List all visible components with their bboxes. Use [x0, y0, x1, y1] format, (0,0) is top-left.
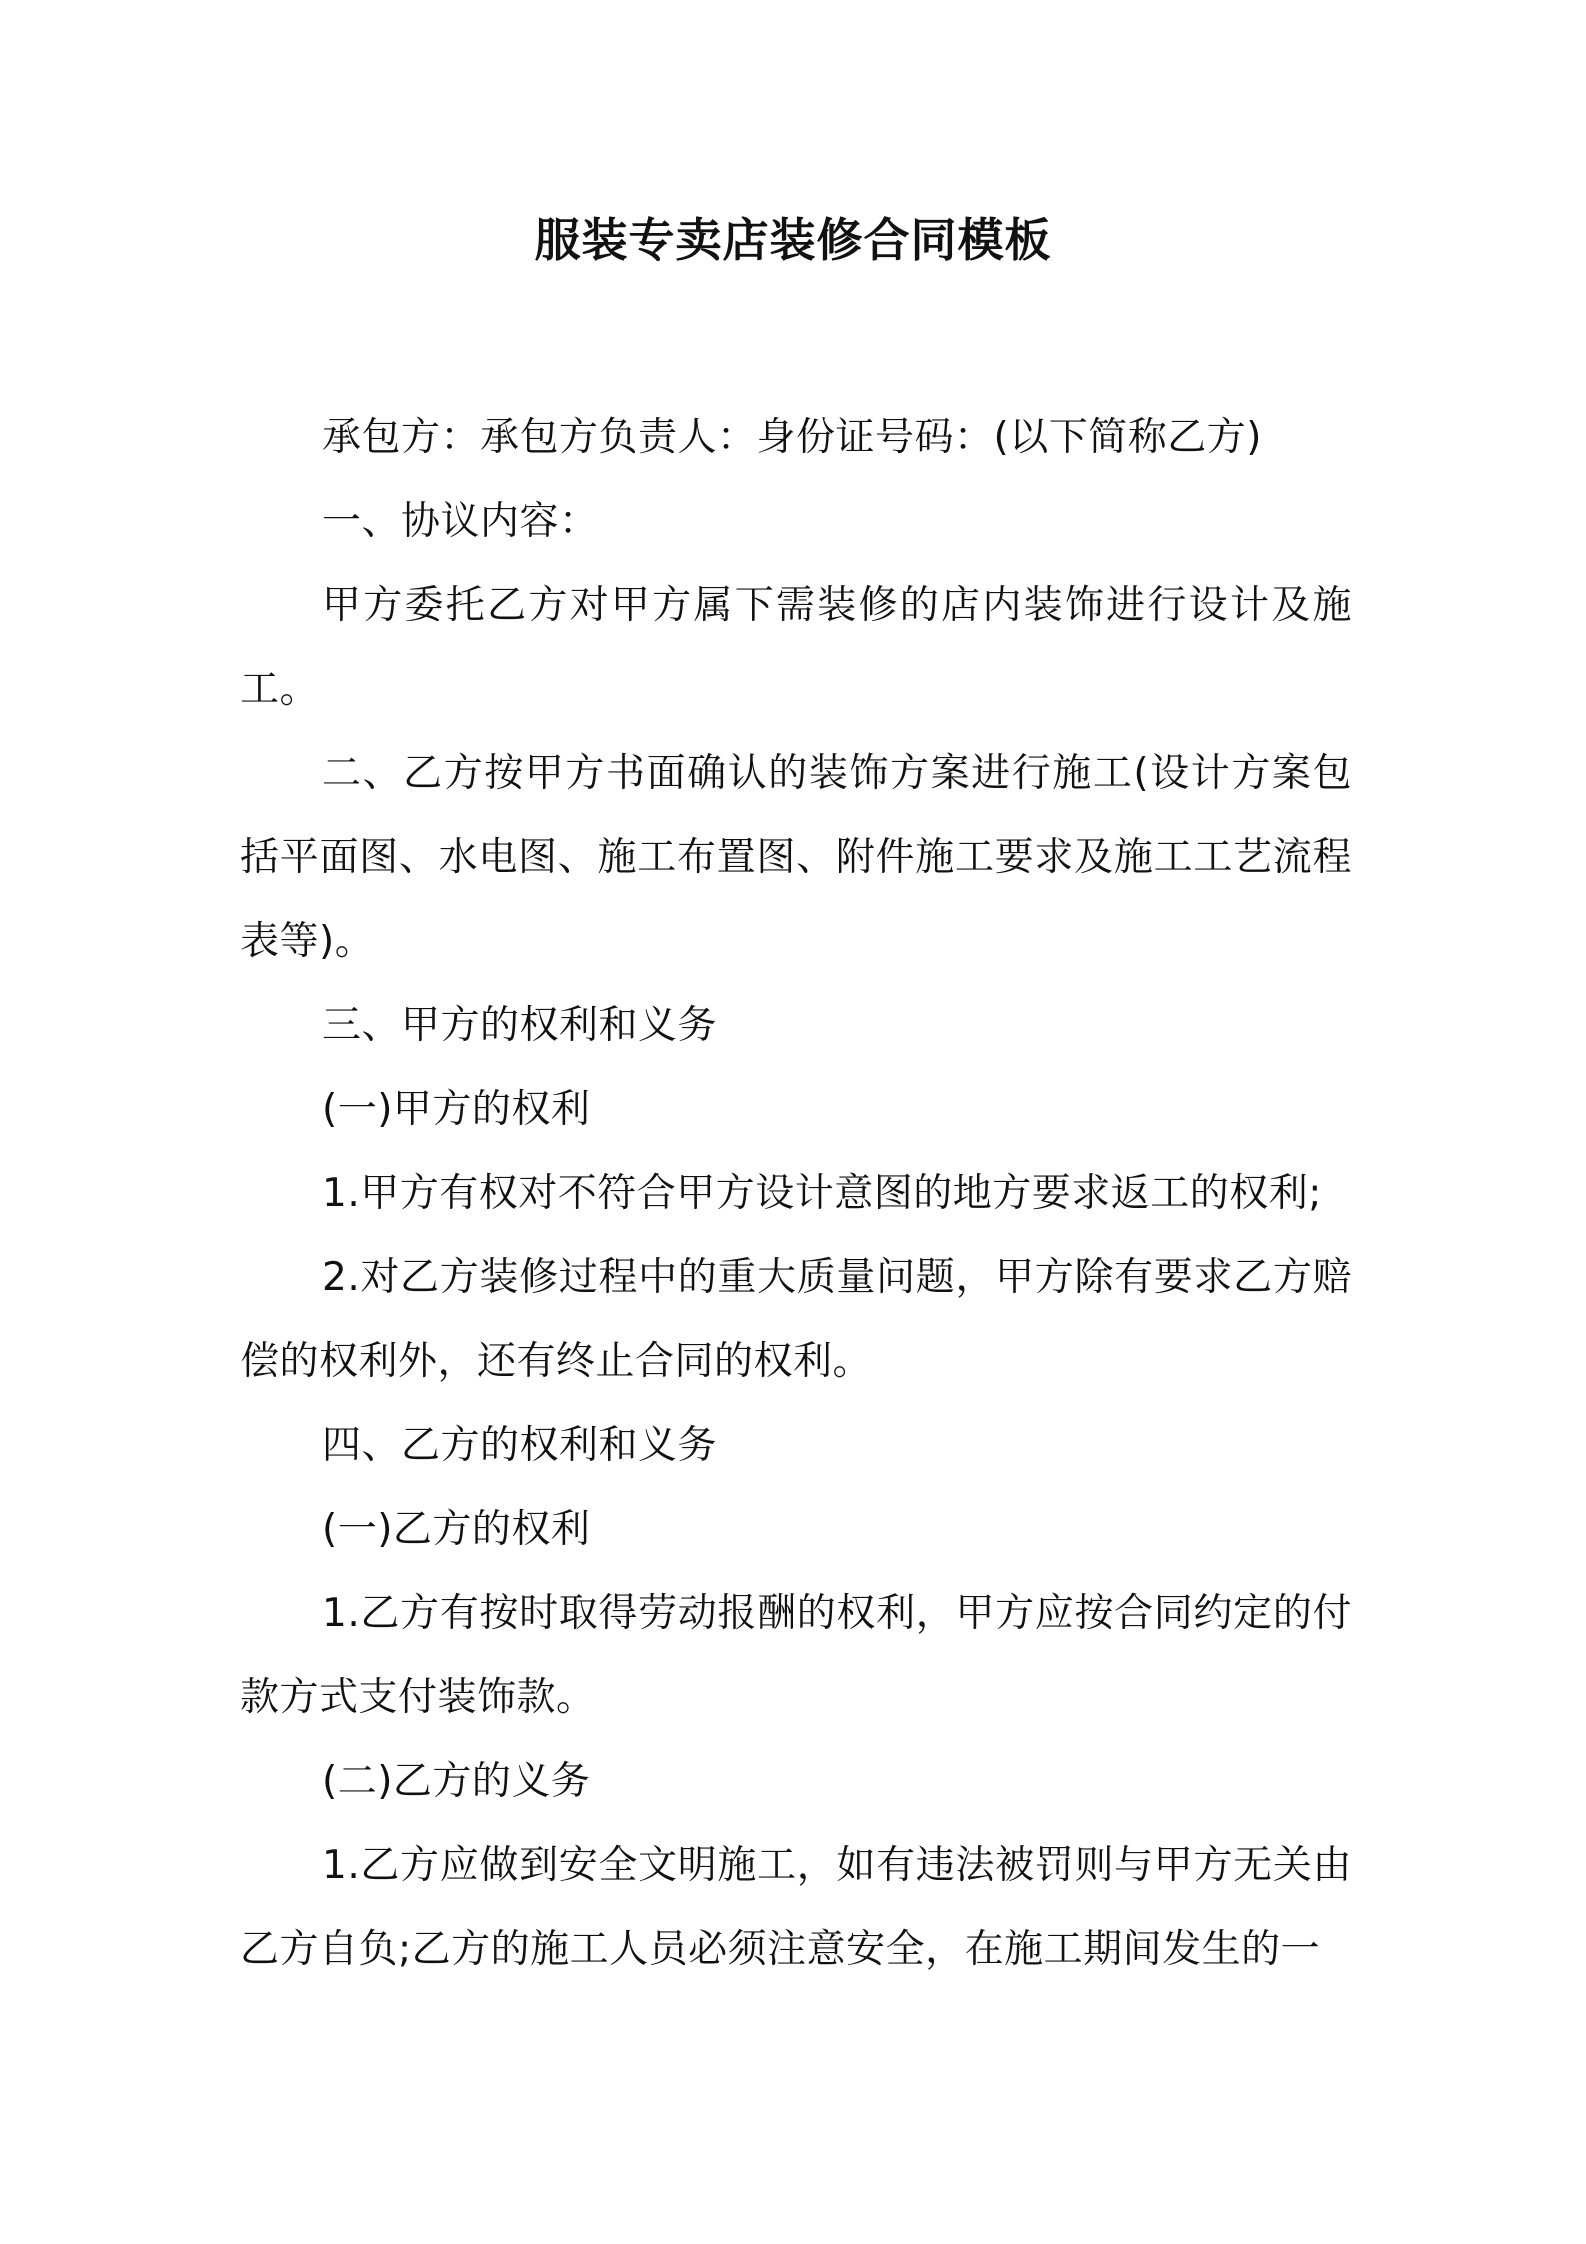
- party-a-right-2: 2.对乙方装修过程中的重大质量问题，甲方除有要求乙方赔偿的权利外，还有终止合同的权利。: [240, 1255, 1352, 1384]
- section-two-paragraph: 二、乙方按甲方书面确认的装饰方案进行施工(设计方案包括平面图、水电图、施工布置图、附件施工要求及施工工艺流程表等)。: [240, 751, 1352, 964]
- party-b-right-1: 1.乙方有按时取得劳动报酬的权利，甲方应按合同约定的付款方式支付装饰款。: [240, 1591, 1352, 1720]
- section-heading-party-a-rights: 三、甲方的权利和义务: [322, 1003, 718, 1048]
- section-heading-party-b-rights: 四、乙方的权利和义务: [322, 1423, 718, 1468]
- document-title: 服装专卖店装修合同模板: [534, 213, 1052, 267]
- party-a-right-1: 1.甲方有权对不符合甲方设计意图的地方要求返工的权利;: [322, 1171, 1322, 1216]
- contractor-info-paragraph: 承包方：承包方负责人：身份证号码：(以下简称乙方): [322, 415, 1262, 460]
- document-body: [240, 396, 1352, 1992]
- subheading-party-b-obligations: (二)乙方的义务: [322, 1759, 591, 1804]
- section-heading-agreement-content: 一、协议内容：: [322, 499, 599, 544]
- party-b-obligation-1: 1.乙方应做到安全文明施工，如有违法被罚则与甲方无关由乙方自负;乙方的施工人员必须注意安全，在施工期间发生的一: [240, 1843, 1352, 1972]
- subheading-party-b-rights: (一)乙方的权利: [322, 1507, 591, 1552]
- subheading-party-a-rights: (一)甲方的权利: [322, 1087, 591, 1132]
- agreement-content-paragraph: 甲方委托乙方对甲方属下需装修的店内装饰进行设计及施工。: [240, 583, 1352, 712]
